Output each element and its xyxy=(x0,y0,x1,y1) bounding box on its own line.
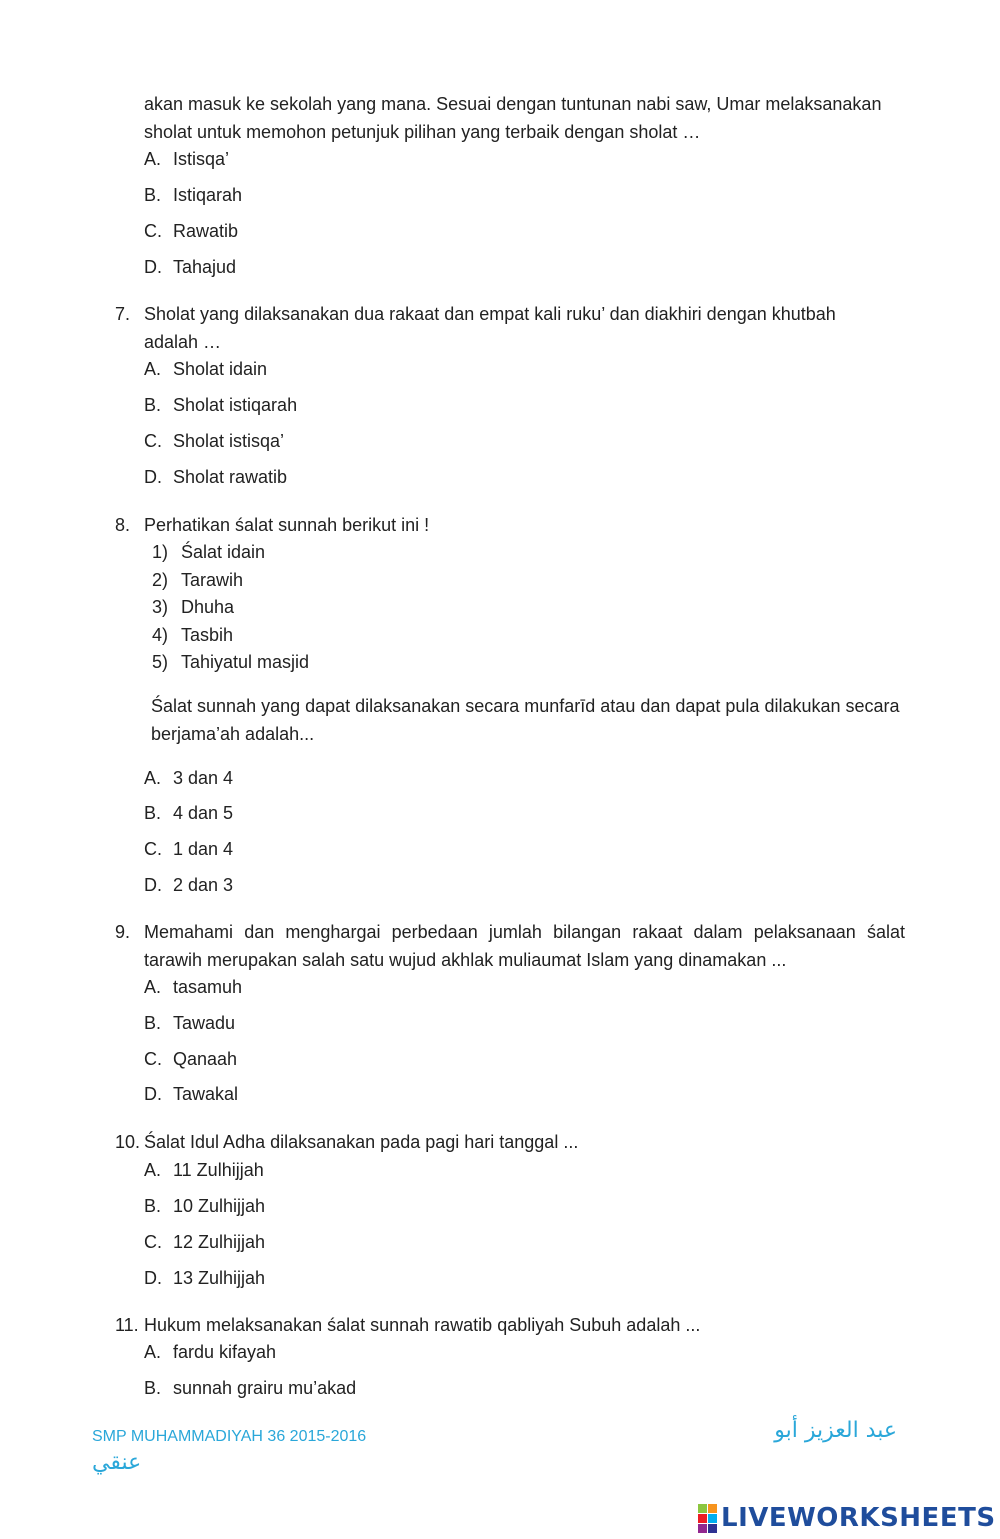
question-stem: Perhatikan śalat sunnah berikut ini ! xyxy=(144,515,430,535)
q8-option-c: C. 1 dan 4 xyxy=(144,839,234,859)
q8-item-1: 1) Śalat idain xyxy=(152,542,266,562)
q9-option-a: A. tasamuh xyxy=(144,977,243,997)
logo-blocks-icon xyxy=(698,1504,717,1533)
q11-option-a: A. fardu kifayah xyxy=(144,1342,277,1362)
q10-option-b: B. 10 Zulhijjah xyxy=(144,1196,266,1216)
question-number: 10. xyxy=(115,1132,141,1152)
question-number: 8. xyxy=(115,515,131,535)
q7-option-d: D. Sholat rawatib xyxy=(144,467,288,487)
intro-line-2: sholat untuk memohon petunjuk pilihan yang terbaik dengan sholat … xyxy=(144,122,701,142)
footer-arabic-name: عبد العزيز أبو xyxy=(774,1418,897,1443)
q7-option-b: B. Sholat istiqarah xyxy=(144,395,298,415)
q8-item-4: 4) Tasbih xyxy=(152,625,234,645)
q8-option-b: B. 4 dan 5 xyxy=(144,803,234,823)
question-8 xyxy=(115,511,905,539)
intro-line-1: akan masuk ke sekolah yang mana. Sesuai dengan tuntunan nabi saw, Umar melaksanakan xyxy=(144,94,882,114)
q11-option-b: B. sunnah grairu mu’akad xyxy=(144,1378,357,1398)
logo-wordmark: LIVEWORKSHEETS xyxy=(721,1503,996,1533)
question-11 xyxy=(115,1311,905,1339)
q10-option-c: C. 12 Zulhijjah xyxy=(144,1232,266,1252)
footer-arabic-name-2: عنقي xyxy=(92,1450,142,1475)
question-7 xyxy=(115,300,905,356)
question-number: 9. xyxy=(115,922,131,942)
q8-item-5: 5) Tahiyatul masjid xyxy=(152,652,310,672)
q8-option-d: D. 2 dan 3 xyxy=(144,875,234,895)
q8-followup: Śalat sunnah yang dapat dilaksanakan secara munfarīd atau dan dapat pula dilakukan secara berjama’ah adalah... xyxy=(151,696,900,744)
q9-option-d: D. Tawakal xyxy=(144,1084,239,1104)
intro-option-d: D. Tahajud xyxy=(144,257,237,277)
question-number: 11. xyxy=(115,1315,139,1335)
q9-option-c: C. Qanaah xyxy=(144,1049,238,1069)
footer-school: SMP MUHAMMADIYAH 36 2015-2016 xyxy=(92,1428,367,1445)
q10-option-d: D. 13 Zulhijjah xyxy=(144,1268,266,1288)
question-9 xyxy=(115,918,905,974)
question-stem: Hukum melaksanakan śalat sunnah rawatib qabliyah Subuh adalah ... xyxy=(144,1315,701,1335)
liveworksheets-logo xyxy=(698,1503,996,1533)
question-number: 7. xyxy=(115,304,131,324)
q9-option-b: B. Tawadu xyxy=(144,1013,236,1033)
intro-option-b: B. Istiqarah xyxy=(144,185,243,205)
q8-item-2: 2) Tarawih xyxy=(152,570,244,590)
question-stem: Sholat yang dilaksanakan dua rakaat dan empat kali ruku’ dan diakhiri dengan khutbah adalah … xyxy=(144,304,836,352)
intro-option-c: C. Rawatib xyxy=(144,221,239,241)
q10-option-a: A. 11 Zulhijjah xyxy=(144,1160,264,1180)
q7-option-c: C. Sholat istisqa’ xyxy=(144,431,285,451)
q8-option-a: A. 3 dan 4 xyxy=(144,768,234,788)
question-stem: Śalat Idul Adha dilaksanakan pada pagi hari tanggal ... xyxy=(144,1132,579,1152)
q7-option-a: A. Sholat idain xyxy=(144,359,268,379)
question-stem: Memahami dan menghargai perbedaan jumlah bilangan rakaat dalam pelaksanaan śalat tarawih merupakan salah satu wujud akhlak muliaumat Islam yang dinamakan ... xyxy=(144,922,905,970)
question-10 xyxy=(115,1128,905,1156)
intro-option-a: A. Istisqa’ xyxy=(144,149,230,169)
intro-stem xyxy=(144,90,906,146)
q8-item-3: 3) Dhuha xyxy=(152,597,235,617)
